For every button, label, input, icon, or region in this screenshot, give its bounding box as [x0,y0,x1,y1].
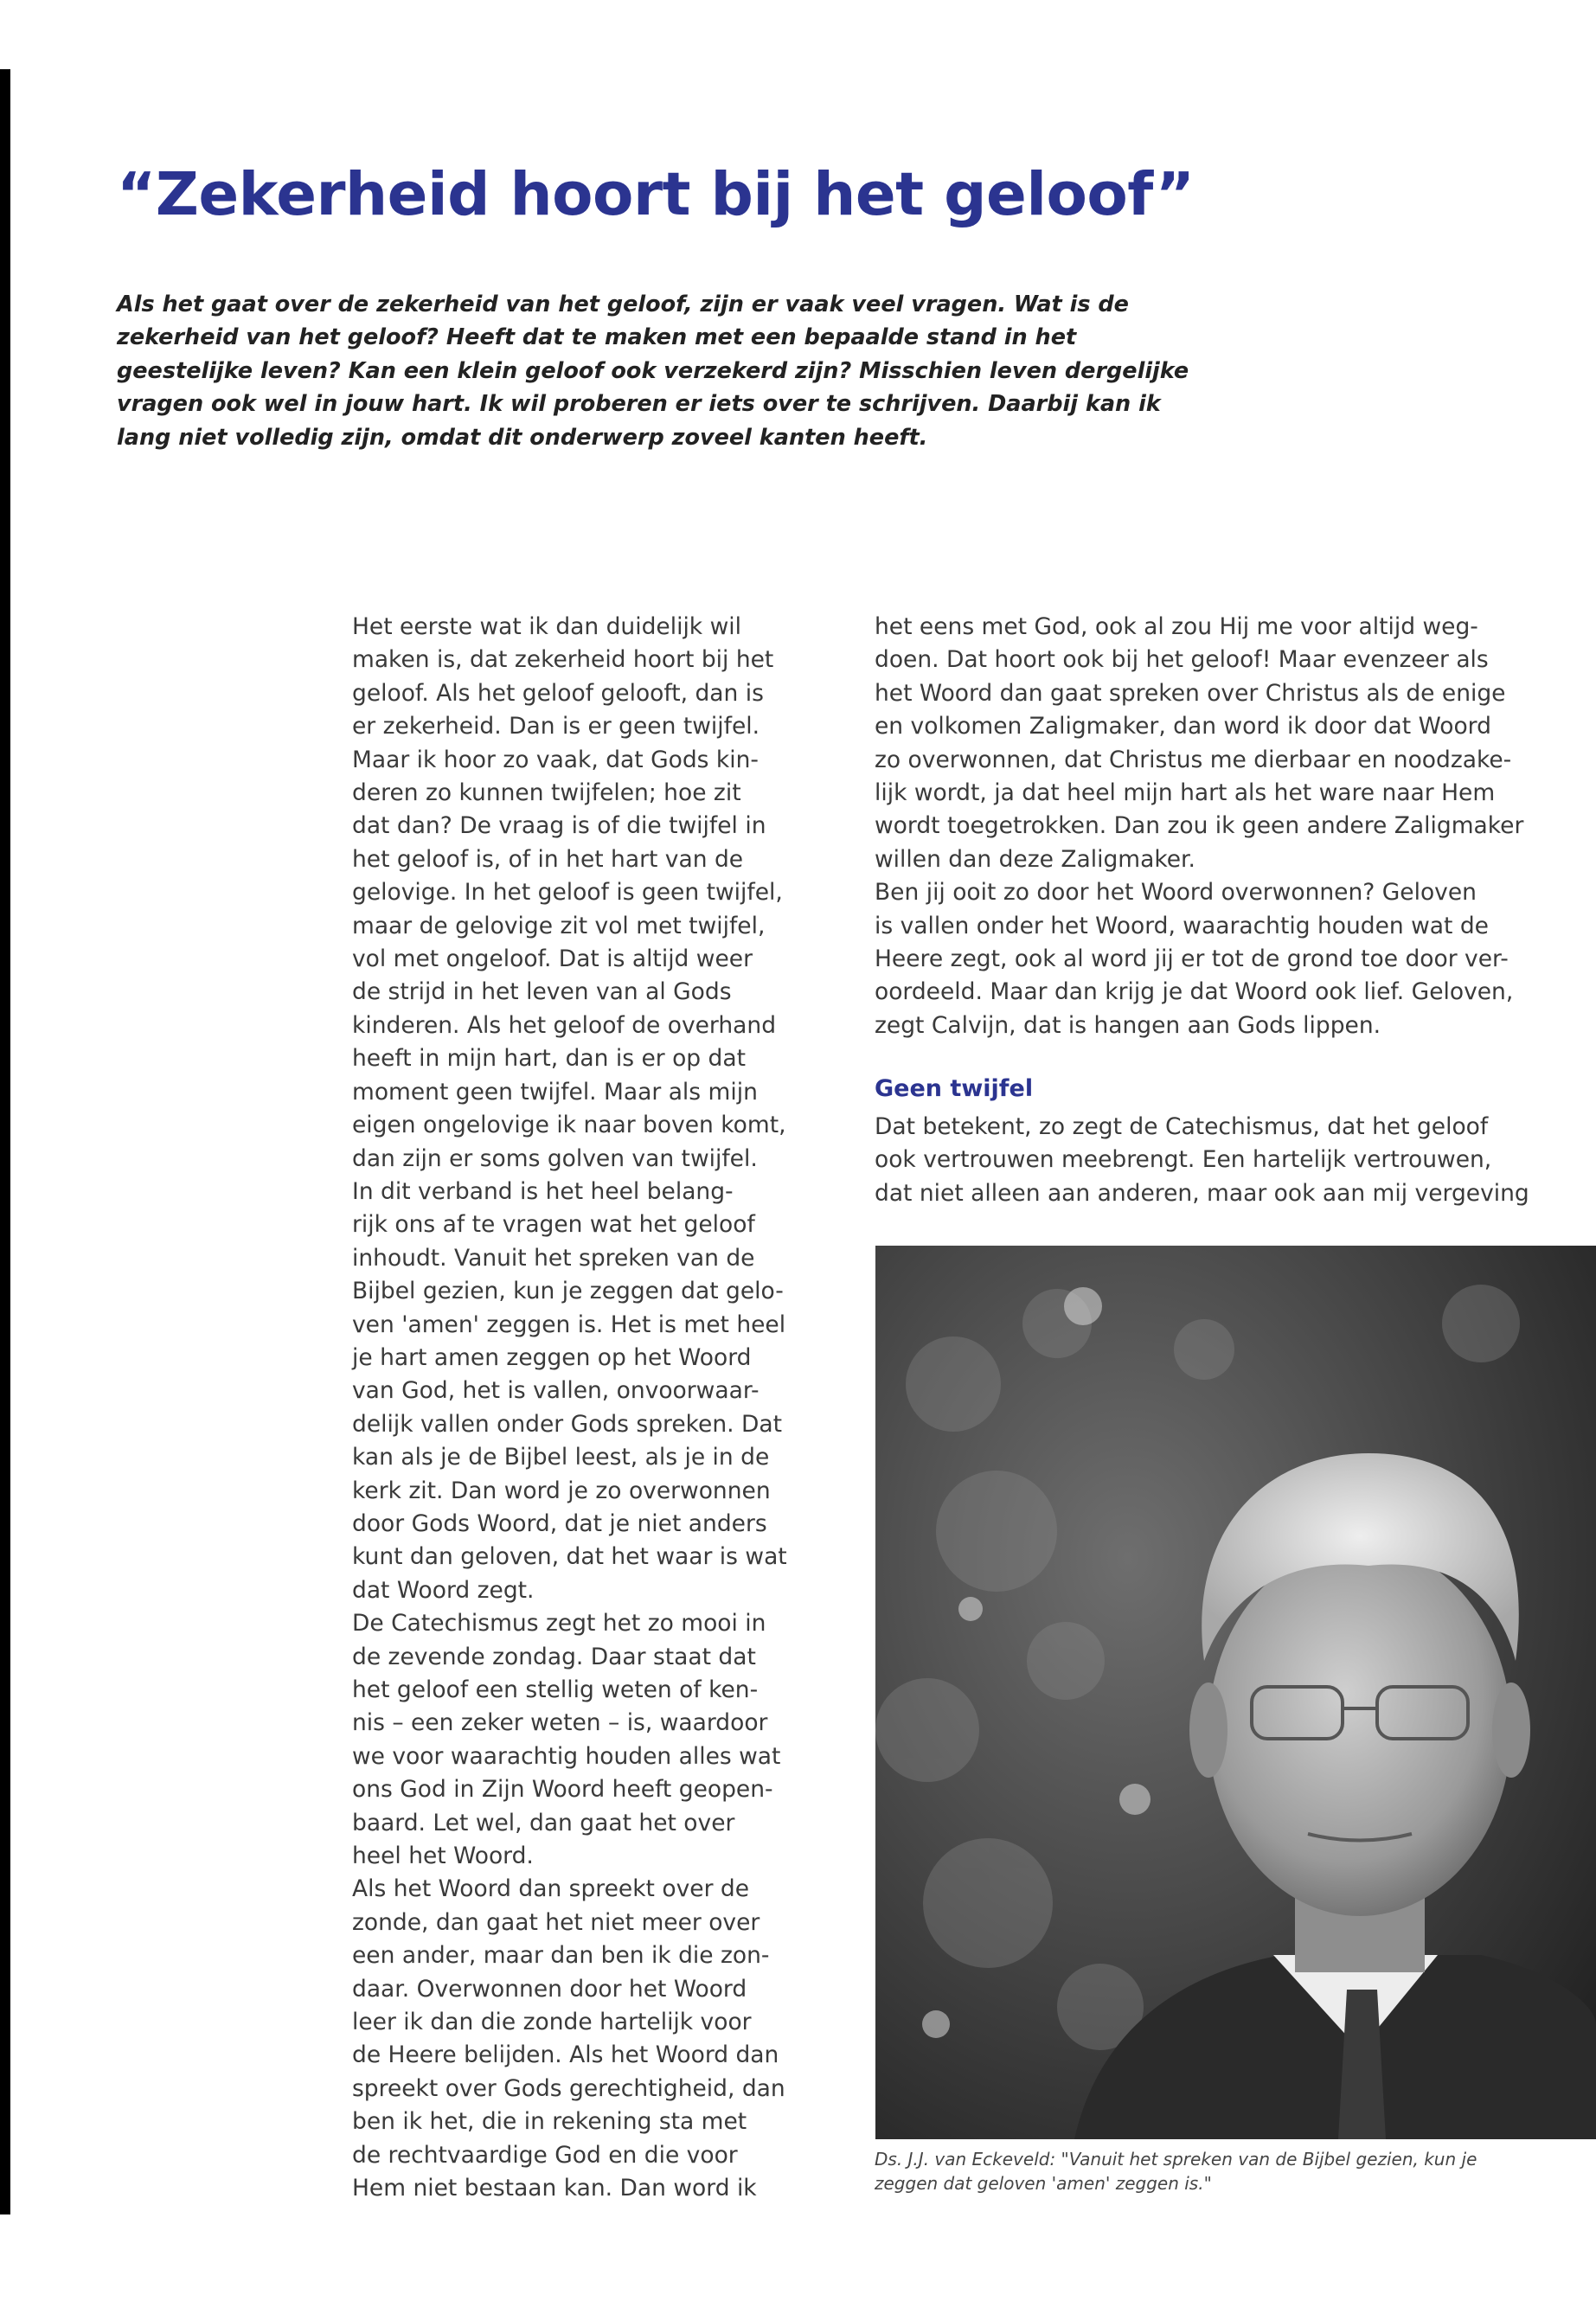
body-text-line: leer ik dan die zonde hartelijk voor [352,2009,752,2036]
body-text-line: het geloof is, of in het hart van de [352,845,744,873]
body-text-line: Hem niet bestaan kan. Dan word ik [352,2175,757,2202]
body-text-line: zegt Calvijn, dat is hangen aan Gods lippen. [875,1011,1381,1039]
body-text-line: moment geen twijfel. Maar als mijn [352,1078,758,1106]
body-text-line: Dat betekent, zo zegt de Catechismus, dat het geloof [875,1113,1489,1140]
body-text-line: Het eerste wat ik dan duidelijk wil [352,613,741,640]
article-title: “Zekerheid hoort bij het geloof” [117,160,1195,229]
body-text-line: oordeeld. Maar dan krijg je dat Woord ook lief. Geloven, [875,978,1514,1006]
body-text-line: dan zijn er soms golven van twijfel. [352,1144,758,1172]
body-text-line: delijk vallen onder Gods spreken. Dat [352,1410,783,1438]
body-text-line: Als het Woord dan spreekt over de [352,1875,750,1903]
body-text-line: geloof. Als het geloof gelooft, dan is [352,679,764,707]
body-text-line: en volkomen Zaligmaker, dan word ik door dat Woord [875,713,1491,740]
body-text-line: het eens met God, ook al zou Hij me voor altijd weg- [875,613,1478,640]
section-heading: Geen twijfel [875,1075,1034,1102]
portrait-photo [875,1246,1596,2139]
body-text-line: een ander, maar dan ben ik die zon- [352,1942,770,1970]
caption-line: zeggen dat geloven 'amen' zeggen is." [875,2173,1212,2194]
body-text-line: inhoudt. Vanuit het spreken van de [352,1244,755,1272]
body-text-line: lijk wordt, ja dat heel mijn hart als het ware naar Hem [875,779,1496,807]
body-text-line: Heere zegt, ook al word jij er tot de grond toe door ver- [875,945,1509,973]
body-text-line: baard. Let wel, dan gaat het over [352,1809,735,1836]
body-text-line: de Heere belijden. Als het Woord dan [352,2041,779,2069]
body-text-line: dat niet alleen aan anderen, maar ook aan mij vergeving [875,1179,1529,1207]
body-text-line: ben ik het, die in rekening sta met [352,2108,747,2136]
body-text-line: de rechtvaardige God en die voor [352,2141,738,2169]
body-text-line: dat dan? De vraag is of die twijfel in [352,812,766,840]
body-text-line: maken is, dat zekerheid hoort bij het [352,646,774,674]
body-text-line: Maar ik hoor zo vaak, dat Gods kin- [352,746,759,773]
body-text-line: de zevende zondag. Daar staat dat [352,1643,756,1670]
body-text-line: deren zo kunnen twijfelen; hoe zit [352,779,741,807]
body-text-line: Bijbel gezien, kun je zeggen dat gelo- [352,1278,784,1305]
body-column-left [352,611,836,2206]
body-text-line: eigen ongelovige ik naar boven komt, [352,1112,786,1139]
body-text-line: kunt dan geloven, dat het waar is wat [352,1543,787,1571]
body-text-line: we voor waarachtig houden alles wat [352,1742,781,1770]
body-text-line: ven 'amen' zeggen is. Het is met heel [352,1311,786,1338]
body-text-line: ook vertrouwen meebrengt. Een hartelijk vertrouwen, [875,1146,1492,1174]
body-text-line: heel het Woord. [352,1843,534,1870]
body-text-line: kinderen. Als het geloof de overhand [352,1011,777,1039]
body-text-line: In dit verband is het heel belang- [352,1177,734,1205]
body-text-line: is vallen onder het Woord, waarachtig houden wat de [875,912,1489,939]
photo-caption [875,2147,1593,2195]
body-text-line: rijk ons af te vragen wat het geloof [352,1211,755,1239]
body-text-line: heeft in mijn hart, dan is er op dat [352,1045,746,1073]
article-intro: Als het gaat over de zekerheid van het geloof, zijn er vaak veel vragen. Wat is de zekerheid van het geloof? Heeft dat te maken met een bepaalde stand in het geestelijke leven? Kan een klein geloof ook verzekerd zijn? Misschien leven dergelijke vragen ook wel in jouw hart. Ik wil proberen er iets over te schrijven. Daarbij kan ik lang niet volledig zijn, omdat dit onderwerp zoveel kanten heeft. [117,292,1189,451]
body-text-line: kerk zit. Dan word je zo overwonnen [352,1477,771,1504]
body-text-line: zo overwonnen, dat Christus me dierbaar en noodzake- [875,746,1512,773]
left-margin-rule [0,69,10,2214]
body-text-line: doen. Dat hoort ook bij het geloof! Maar evenzeer als [875,646,1489,674]
body-text-line: nis – een zeker weten – is, waardoor [352,1709,768,1737]
body-text-line: De Catechismus zegt het zo mooi in [352,1610,766,1638]
body-text-line: van God, het is vallen, onvoorwaar- [352,1377,760,1405]
body-text-line: dat Woord zegt. [352,1576,535,1604]
body-text-line: willen dan deze Zaligmaker. [875,845,1195,873]
body-column-right-bottom [875,1111,1567,1210]
body-text-line: daar. Overwonnen door het Woord [352,1975,747,2003]
body-text-line: het Woord dan gaat spreken over Christus als de enige [875,679,1506,707]
body-text-line: maar de gelovige zit vol met twijfel, [352,912,766,939]
body-text-line: zonde, dan gaat het niet meer over [352,1908,760,1936]
body-text-line: kan als je de Bijbel leest, als je in de [352,1444,770,1471]
body-text-line: er zekerheid. Dan is er geen twijfel. [352,713,760,740]
body-text-line: het geloof een stellig weten of ken- [352,1676,759,1703]
body-column-right-top [875,611,1567,1042]
body-text-line: je hart amen zeggen op het Woord [352,1343,752,1371]
body-text-line: spreekt over Gods gerechtigheid, dan [352,2074,785,2102]
body-text-line: door Gods Woord, dat je niet anders [352,1509,767,1537]
caption-line: Ds. J.J. van Eckeveld: "Vanuit het spreken van de Bijbel gezien, kun je [875,2149,1477,2170]
body-text-line: ons God in Zijn Woord heeft geopen- [352,1776,773,1804]
body-text-line: vol met ongeloof. Dat is altijd weer [352,945,753,973]
body-text-line: gelovige. In het geloof is geen twijfel, [352,879,783,907]
body-text-line: de strijd in het leven van al Gods [352,978,732,1006]
body-text-line: wordt toegetrokken. Dan zou ik geen andere Zaligmaker [875,812,1524,840]
body-text-line: Ben jij ooit zo door het Woord overwonnen? Geloven [875,879,1477,907]
